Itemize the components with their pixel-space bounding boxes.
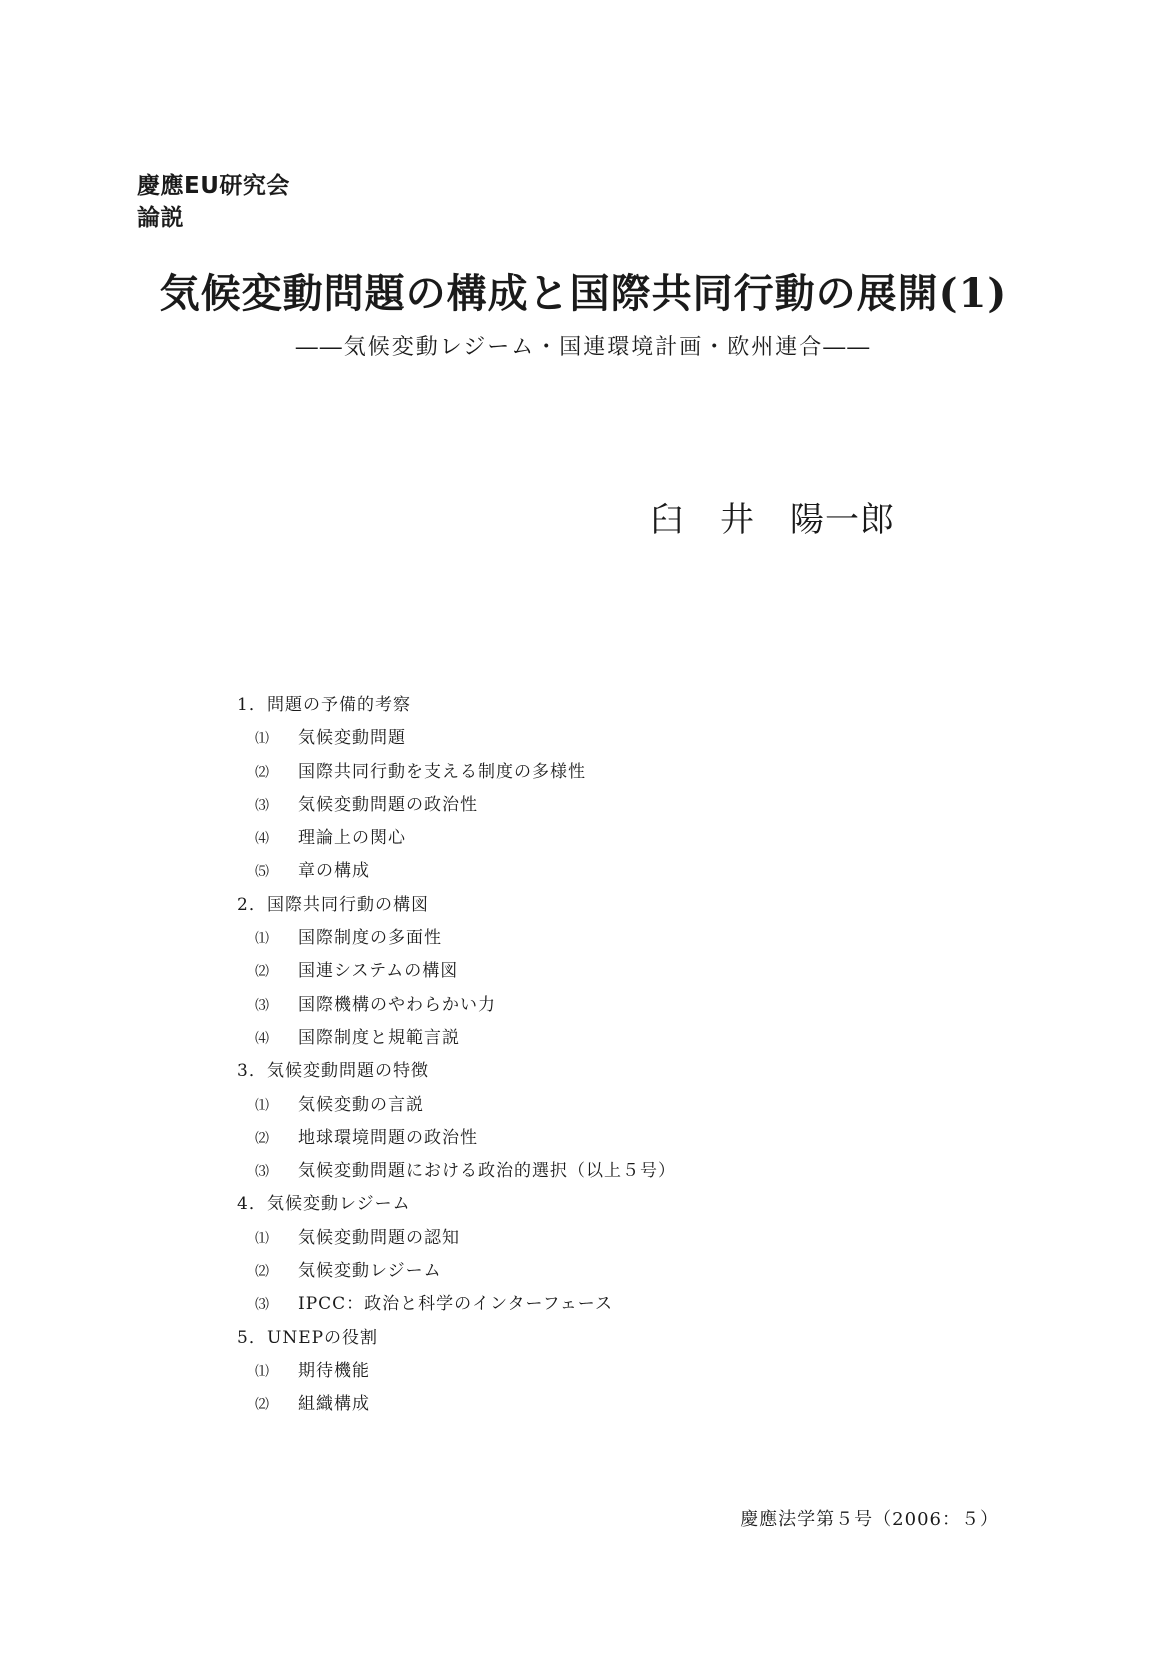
toc-number: 2． xyxy=(237,894,267,915)
toc-label: 章の構成 xyxy=(298,861,370,882)
toc-subsection xyxy=(237,822,676,855)
toc-number: ⑴ xyxy=(255,731,270,748)
toc-label: 国際機構のやわらかい力 xyxy=(298,994,496,1015)
toc-number: ⑶ xyxy=(255,1297,270,1314)
toc-label: 気候変動レジーム xyxy=(298,1261,442,1282)
toc-section xyxy=(237,1055,676,1088)
toc-label: 期待機能 xyxy=(298,1360,370,1381)
toc-subsection xyxy=(237,1222,676,1255)
toc-number: ⑶ xyxy=(255,997,270,1014)
toc-number: ⑵ xyxy=(255,1130,270,1147)
toc-number: 4． xyxy=(237,1194,267,1215)
article-category-label: 論説 xyxy=(137,205,184,231)
toc-label: 組織構成 xyxy=(298,1394,370,1415)
toc-label: 気候変動問題における政治的選択（以上５号） xyxy=(298,1161,676,1182)
toc-subsection xyxy=(237,1355,676,1388)
toc-subsection xyxy=(237,1155,676,1188)
toc-number: ⑴ xyxy=(255,1230,270,1247)
toc-number: ⑷ xyxy=(255,1030,270,1047)
toc-number: ⑴ xyxy=(255,1097,270,1114)
toc-number: ⑷ xyxy=(255,831,270,848)
paper-title: 気候変動問題の構成と国際共同行動の展開(1) xyxy=(159,270,1008,317)
toc-subsection xyxy=(237,1288,676,1321)
toc-label: 気候変動問題の認知 xyxy=(298,1227,460,1248)
toc-subsection xyxy=(237,756,676,789)
toc-number: ⑴ xyxy=(255,931,270,948)
toc-label: 地球環境問題の政治性 xyxy=(298,1127,478,1148)
toc-label: IPCC：政治と科学のインターフェース xyxy=(298,1294,613,1315)
toc-number: 5． xyxy=(237,1327,267,1348)
toc-subsection xyxy=(237,922,676,955)
toc-subsection xyxy=(237,789,676,822)
toc-number: 1． xyxy=(237,695,267,715)
paper-subtitle: ――気候変動レジーム・国連環境計画・欧州連合―― xyxy=(295,335,872,360)
toc-label: 問題の予備的考察 xyxy=(267,695,411,715)
toc-number: ⑴ xyxy=(255,1363,270,1380)
toc-section xyxy=(237,889,676,922)
toc-number: 3． xyxy=(237,1061,267,1082)
table-of-contents xyxy=(237,689,676,1422)
toc-label: 国連システムの構図 xyxy=(298,961,459,982)
toc-label: 気候変動問題の政治性 xyxy=(298,794,478,815)
journal-citation: 慶應法学第５号（2006：５） xyxy=(740,1509,999,1530)
toc-subsection xyxy=(237,1388,676,1421)
toc-subsection xyxy=(237,1122,676,1155)
toc-label: UNEPの役割 xyxy=(267,1327,379,1348)
toc-subsection xyxy=(237,1089,676,1122)
toc-label: 理論上の関心 xyxy=(298,828,406,849)
toc-subsection xyxy=(237,955,676,988)
toc-subsection xyxy=(237,855,676,888)
toc-label: 気候変動の言説 xyxy=(298,1094,424,1115)
research-group-label: 慶應EU研究会 xyxy=(137,173,290,199)
toc-subsection xyxy=(237,1255,676,1288)
toc-number: ⑶ xyxy=(255,1164,270,1181)
toc-section xyxy=(237,689,676,722)
header-block xyxy=(137,170,290,234)
toc-subsection xyxy=(237,722,676,755)
toc-label: 国際共同行動を支える制度の多様性 xyxy=(298,761,586,782)
toc-section xyxy=(237,1322,676,1355)
toc-subsection xyxy=(237,989,676,1022)
toc-number: ⑵ xyxy=(255,964,270,981)
toc-label: 気候変動問題の特徴 xyxy=(267,1061,429,1082)
toc-number: ⑵ xyxy=(255,764,270,781)
toc-label: 気候変動問題 xyxy=(298,728,406,749)
toc-number: ⑵ xyxy=(255,1397,270,1414)
toc-number: ⑶ xyxy=(255,797,270,814)
toc-label: 国際制度の多面性 xyxy=(298,928,442,949)
toc-section xyxy=(237,1188,676,1221)
author-name: 臼 井 陽一郎 xyxy=(650,500,895,540)
toc-number: ⑸ xyxy=(255,864,270,881)
toc-subsection xyxy=(237,1022,676,1055)
toc-number: ⑵ xyxy=(255,1264,270,1281)
toc-label: 国際共同行動の構図 xyxy=(267,894,429,915)
toc-label: 国際制度と規範言説 xyxy=(298,1027,460,1048)
toc-label: 気候変動レジーム xyxy=(267,1194,411,1215)
